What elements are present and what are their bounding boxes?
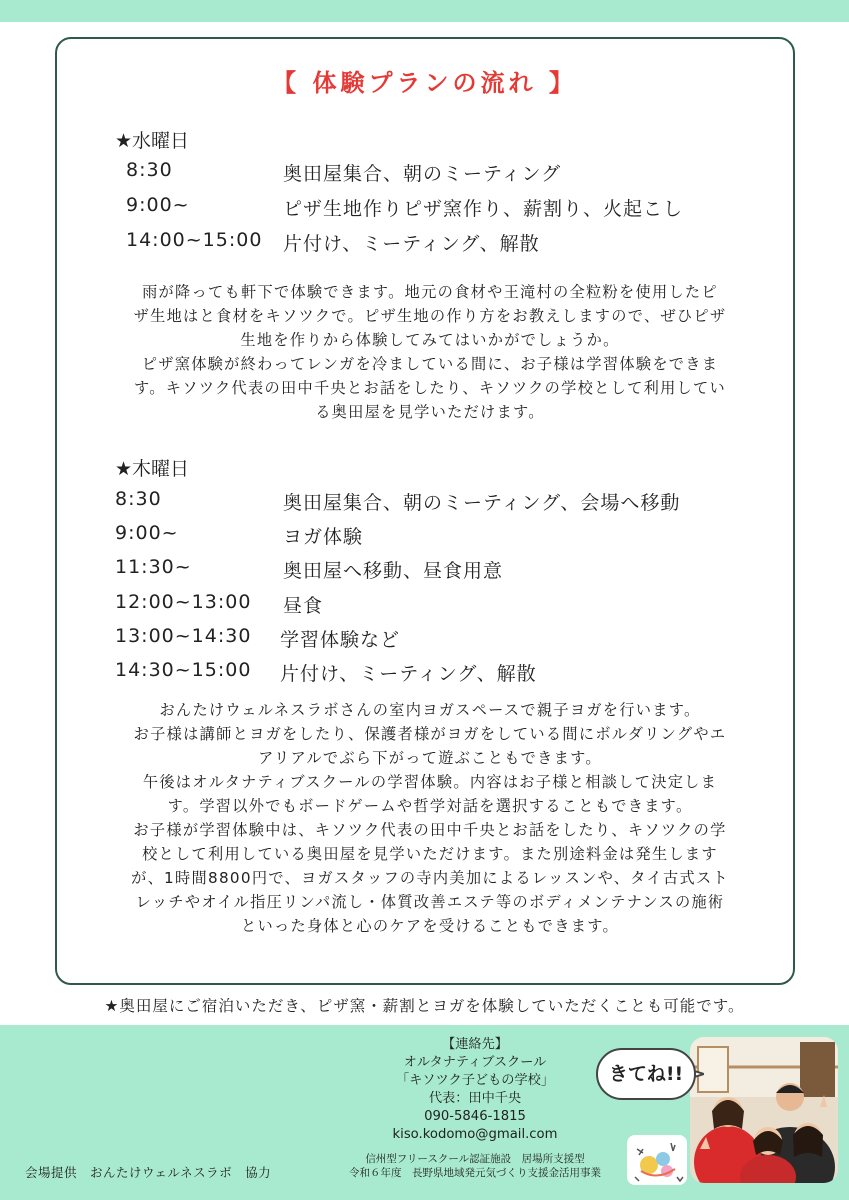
description-line: レッチやオイル指圧リンパ流し・体質改善エステ等のボディメンテナンスの施術 <box>135 893 725 911</box>
wednesday-heading: ★水曜日 <box>115 130 190 152</box>
schedule-activity: 片付け、ミーティング、解散 <box>280 663 537 685</box>
school-type: オルタナティブスクール <box>403 1055 547 1070</box>
wednesday-description <box>90 280 770 424</box>
schedule-activity: 奥田屋へ移動、昼食用意 <box>283 560 504 582</box>
description-line: る奥田屋を見学いただけます。 <box>315 403 545 421</box>
schedule-activity: 片付け、ミーティング、解散 <box>283 233 540 255</box>
certification <box>330 1152 620 1180</box>
thursday-description <box>90 698 770 938</box>
schedule-activity: 奥田屋集合、朝のミーティング、会場へ移動 <box>283 492 681 514</box>
schedule-activity: ヨガ体験 <box>283 526 364 548</box>
certification-line: 信州型フリースクール認証施設 居場所支援型 <box>365 1153 585 1165</box>
schedule-time: 13:00~14:30 <box>115 625 252 647</box>
school-name: 「キソツク子どもの学校」 <box>395 1073 555 1088</box>
thursday-heading: ★木曜日 <box>115 458 190 480</box>
lodging-note: ★奥田屋にご宿泊いただき、ピザ窯・薪割とヨガを体験していただくことも可能です。 <box>104 997 745 1015</box>
family-photo-image <box>690 1037 838 1183</box>
description-line: が、1時間8800円で、ヨガスタッフの寺内美加によるレッスンや、タイ古式スト <box>131 869 729 887</box>
schedule-time: 14:00~15:00 <box>126 229 263 251</box>
email-address: kiso.kodomo@gmail.com <box>392 1127 558 1142</box>
description-line: 校として利用している奥田屋を見学いただけます。また別途料金は発生します <box>142 845 718 863</box>
description-line: おんたけウェルネスラボさんの室内ヨガスペースで親子ヨガを行います。 <box>159 701 701 719</box>
schedule-time: 9:00~ <box>115 522 179 544</box>
description-line: ザ生地はと食材をキソツクで。ピザ生地の作り方をお教えしますので、ぜひピザ <box>133 307 727 325</box>
description-line: す。キソツク代表の田中千央とお話をしたり、キソツクの学校として利用してい <box>133 379 727 397</box>
schedule-activity: ピザ生地作りピザ窯作り、薪割り、火起こし <box>283 198 684 220</box>
schedule-time: 11:30~ <box>115 556 192 578</box>
schedule-activity: 奥田屋集合、朝のミーティング <box>283 163 562 185</box>
description-line: お子様は講師とヨガをしたり、保護者様がヨガをしている間にボルダリングやエ <box>133 725 727 743</box>
contact-heading: 【連絡先】 <box>442 1037 508 1052</box>
representative: 代表：田中千央 <box>428 1091 522 1106</box>
top-band <box>0 0 849 22</box>
schedule-time: 9:00~ <box>126 194 190 216</box>
kisotsuku-logo <box>627 1135 687 1185</box>
description-line: 雨が降っても軒下で体験できます。地元の食材や王滝村の全粒粉を使用したピ <box>142 283 718 301</box>
description-line: といった身体と心のケアを受けることもできます。 <box>241 917 619 935</box>
phone-number: 090-5846-1815 <box>424 1109 526 1124</box>
schedule-time: 8:30 <box>115 488 162 510</box>
schedule-activity: 昼食 <box>283 595 324 617</box>
venue-credit: 会場提供 おんたけウェルネスラボ 協力 <box>25 1165 272 1180</box>
schedule-activity: 学習体験など <box>280 629 401 651</box>
family-photo <box>690 1037 838 1183</box>
description-line: 生地を作りから体験してみてはいかがでしょうか。 <box>240 331 620 349</box>
description-line: お子様が学習体験中は、キソツク代表の田中千央とお話をしたり、キソツクの学 <box>133 821 727 839</box>
description-line: 午後はオルタナティブスクールの学習体験。内容はお子様と相談して決定しま <box>142 773 718 791</box>
description-line: す。学習以外でもボードゲームや哲学対話を選択することもできます。 <box>167 797 693 815</box>
page-title: 【 体験プランの流れ 】 <box>272 69 577 97</box>
schedule-time: 12:00~13:00 <box>115 591 252 613</box>
kisotsuku-logo-icon <box>627 1135 687 1185</box>
schedule-time: 14:30~15:00 <box>115 659 252 681</box>
description-line: アリアルでぶら下がって遊ぶこともできます。 <box>258 749 602 767</box>
contact-block <box>365 1036 585 1144</box>
speech-bubble: きてね!! <box>596 1048 696 1100</box>
schedule-time: 8:30 <box>126 159 173 181</box>
description-line: ピザ窯体験が終わってレンガを冷ましている間に、お子様は学習体験をできま <box>141 355 719 373</box>
certification-line: 令和６年度 長野県地域発元気づくり支援金活用事業 <box>349 1167 601 1179</box>
